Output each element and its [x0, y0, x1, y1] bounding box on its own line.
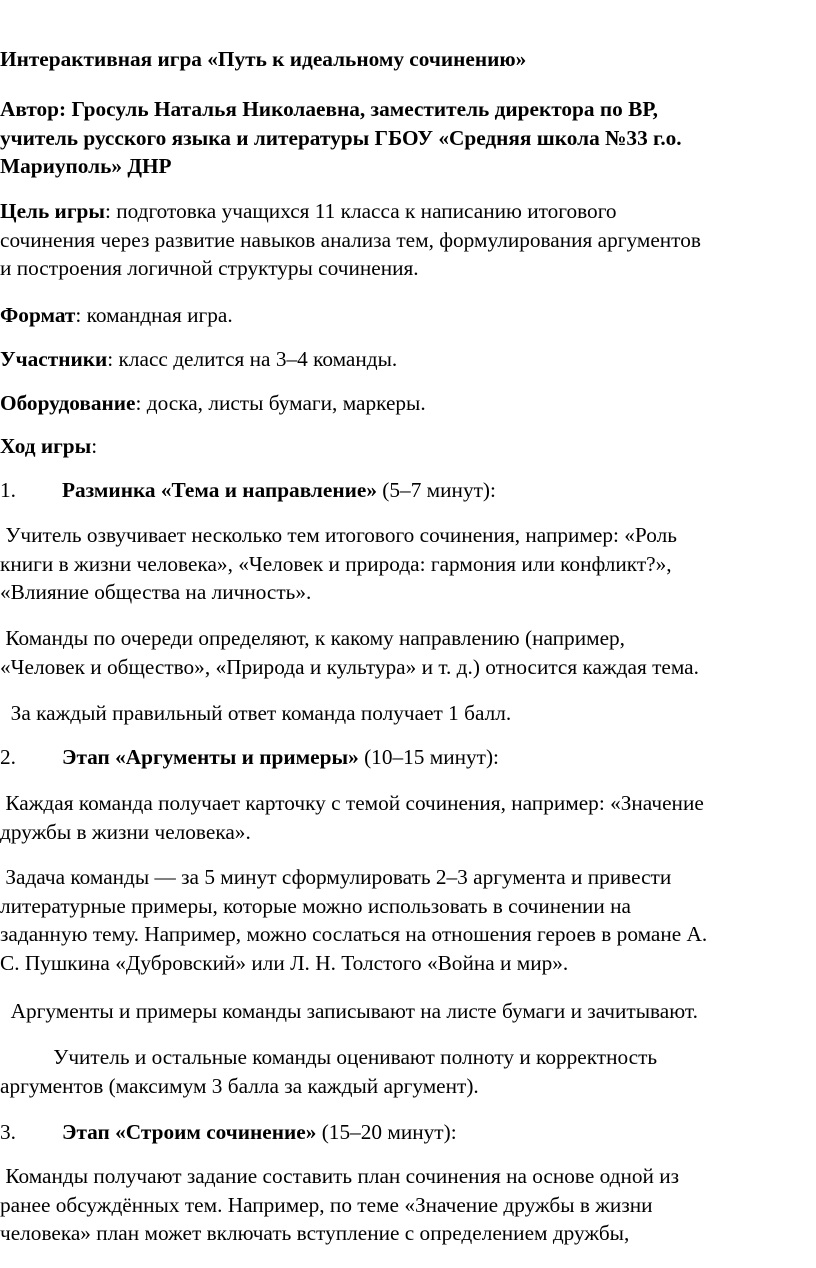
format-paragraph: Формат: командная игра.	[0, 303, 233, 327]
stage1-heading: 1. Разминка «Тема и направление» (5–7 минут):	[0, 478, 496, 502]
stage2-paragraph-3: Аргументы и примеры команды записывают на листе бумаги и зачитывают.	[0, 999, 698, 1023]
participants-paragraph: Участники: класс делится на 3–4 команды.	[0, 347, 398, 371]
document-title: Интерактивная игра «Путь к идеальному сочинению»	[0, 47, 527, 71]
stage1-paragraph-3: За каждый правильный ответ команда получает 1 балл.	[0, 701, 512, 725]
stage2-paragraph-2: Задача команды — за 5 минут сформулировать 2–3 аргумента и привести литературные примеры, которые можно использовать в сочинении на заданную тему. Например, можно сослаться на отношения героев в романе А. С. Пушкина «Дубровский» или Л. Н. Толстого «Война и мир».	[0, 865, 708, 975]
goal-paragraph: Цель игры: подготовка учащихся 11 класса к написанию итогового сочинения через развитие навыков анализа тем, формулирования аргументов и построения логичной структуры сочинения.	[0, 199, 701, 280]
stage3-paragraph-1: Команды получают задание составить план сочинения на основе одной из ранее обсуждённых тем. Например, по теме «Значение дружбы в жизни человека» план может включать вступление с определением дружбы,	[0, 1164, 680, 1245]
stage3-heading: 3. Этап «Строим сочинение» (15–20 минут):	[0, 1120, 457, 1144]
course-heading: Ход игры:	[0, 434, 98, 458]
stage1-paragraph-2: Команды по очереди определяют, к какому направлению (например, «Человек и общество», «Природа и культура» и т. д.) относится каждая тема.	[0, 626, 699, 679]
stage2-heading: 2. Этап «Аргументы и примеры» (10–15 минут):	[0, 745, 499, 769]
equipment-paragraph: Оборудование: доска, листы бумаги, маркеры.	[0, 391, 426, 415]
stage2-paragraph-4: Учитель и остальные команды оценивают полноту и корректность аргументов (максимум 3 балла за каждый аргумент).	[0, 1045, 658, 1098]
stage1-paragraph-1: Учитель озвучивает несколько тем итогового сочинения, например: «Роль книги в жизни человека», «Человек и природа: гармония или конфликт?», «Влияние общества на личность».	[0, 523, 677, 604]
author-block: Автор: Гросуль Наталья Николаевна, заместитель директора по ВР, учитель русского языка и литературы ГБОУ «Средняя школа №33 г.о. Мариуполь» ДНР	[0, 97, 682, 178]
stage2-paragraph-1: Каждая команда получает карточку с темой сочинения, например: «Значение дружбы в жизни человека».	[0, 791, 704, 844]
